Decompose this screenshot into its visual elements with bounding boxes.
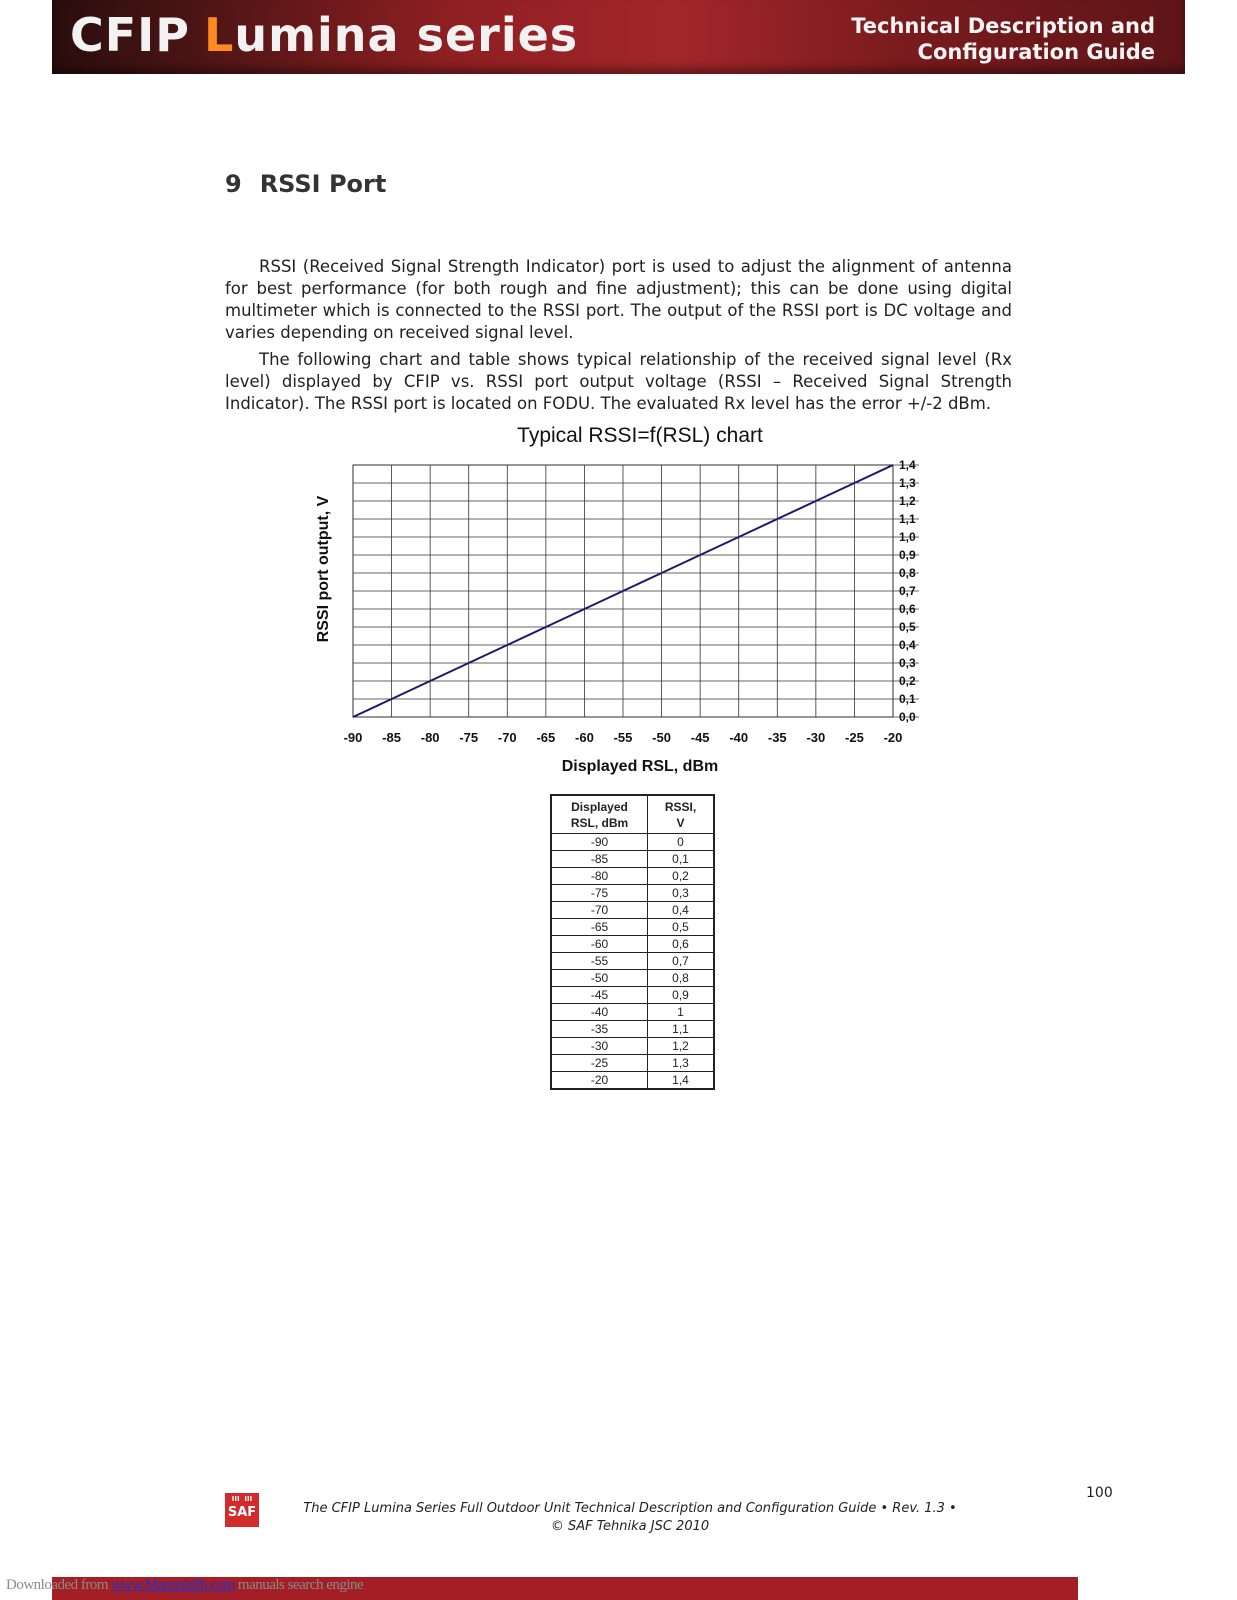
cell-rsl: -75 bbox=[551, 885, 648, 902]
cell-rsl: -60 bbox=[551, 936, 648, 953]
x-tick-label: -85 bbox=[382, 730, 401, 745]
table-row bbox=[551, 868, 714, 885]
paragraph: RSSI (Received Signal Strength Indicator) port is used to adjust the alignment of antenna for best performance (for both rough and fine adjustment); this can be done using digital multimeter which is connected to the RSSI port. The output of the RSSI port is DC voltage and varies depending on received signal level. bbox=[225, 257, 1012, 342]
section-number: 9 bbox=[225, 170, 242, 198]
table-row bbox=[551, 834, 714, 851]
page-number: 100 bbox=[1086, 1485, 1113, 1501]
cell-rsl: -65 bbox=[551, 919, 648, 936]
saf-logo: III III SAF bbox=[225, 1493, 259, 1527]
y-tick-label: 1,2 bbox=[899, 494, 916, 508]
cell-rsl: -30 bbox=[551, 1038, 648, 1055]
series-name: Lumina series bbox=[204, 8, 579, 62]
cell-rssi: 0,7 bbox=[648, 953, 715, 970]
x-tick-label: -75 bbox=[459, 730, 479, 745]
y-tick-label: 1,4 bbox=[899, 458, 916, 472]
y-tick-label: 0,4 bbox=[899, 638, 916, 652]
table-row bbox=[551, 885, 714, 902]
y-tick-label: 0,6 bbox=[899, 602, 916, 616]
table-row bbox=[551, 1038, 714, 1055]
x-tick-label: -40 bbox=[729, 730, 749, 745]
cell-rssi: 0,8 bbox=[648, 970, 715, 987]
cell-rsl: -85 bbox=[551, 851, 648, 868]
y-tick-label: 0,5 bbox=[899, 620, 916, 634]
x-tick-label: -55 bbox=[613, 730, 633, 745]
cell-rsl: -25 bbox=[551, 1055, 648, 1072]
table-header-row bbox=[551, 795, 714, 834]
cell-rssi: 1,3 bbox=[648, 1055, 715, 1072]
x-tick-label: -60 bbox=[575, 730, 594, 745]
cell-rsl: -40 bbox=[551, 1004, 648, 1021]
chart-x-axis-label: Displayed RSL, dBm bbox=[561, 758, 719, 775]
table-row bbox=[551, 936, 714, 953]
cell-rssi: 0,5 bbox=[648, 919, 715, 936]
cell-rsl: -80 bbox=[551, 868, 648, 885]
table-row bbox=[551, 970, 714, 987]
section-title: RSSI Port bbox=[259, 170, 387, 198]
table-row bbox=[551, 902, 714, 919]
cell-rssi: 0,3 bbox=[648, 885, 715, 902]
table-header-rssi: RSSI, V bbox=[648, 795, 715, 834]
y-tick-label: 0,3 bbox=[899, 656, 916, 670]
table-header-rsl: Displayed RSL, dBm bbox=[551, 795, 648, 834]
cell-rssi: 0 bbox=[648, 834, 715, 851]
y-tick-label: 0,2 bbox=[899, 674, 916, 688]
table-row bbox=[551, 1004, 714, 1021]
cell-rssi: 1,2 bbox=[648, 1038, 715, 1055]
cell-rsl: -55 bbox=[551, 953, 648, 970]
x-tick-label: -30 bbox=[806, 730, 826, 745]
y-tick-label: 0,9 bbox=[899, 548, 916, 562]
table-row bbox=[551, 1055, 714, 1072]
rssi-table bbox=[550, 794, 715, 1090]
table-row bbox=[551, 1072, 714, 1090]
x-tick-label: -35 bbox=[767, 730, 787, 745]
chart-y-axis-label: RSSI port output, V bbox=[315, 495, 332, 643]
y-tick-label: 0,1 bbox=[899, 692, 916, 706]
x-tick-label: -90 bbox=[343, 730, 363, 745]
cell-rssi: 1,1 bbox=[648, 1021, 715, 1038]
manualslib-link[interactable]: www.Manualslib.com bbox=[111, 1577, 235, 1593]
table-row bbox=[551, 919, 714, 936]
x-tick-label: -70 bbox=[497, 730, 517, 745]
cell-rsl: -35 bbox=[551, 1021, 648, 1038]
document-title: Technical Description and Configuration Guide bbox=[851, 14, 1155, 64]
cell-rssi: 0,6 bbox=[648, 936, 715, 953]
cell-rssi: 0,4 bbox=[648, 902, 715, 919]
cell-rsl: -70 bbox=[551, 902, 648, 919]
x-tick-label: -45 bbox=[690, 730, 710, 745]
cell-rsl: -50 bbox=[551, 970, 648, 987]
x-tick-label: -80 bbox=[420, 730, 440, 745]
table-row bbox=[551, 1021, 714, 1038]
brand-name: CFIP bbox=[70, 8, 191, 62]
table-row bbox=[551, 987, 714, 1004]
y-tick-label: 0,7 bbox=[899, 584, 916, 598]
cell-rssi: 0,2 bbox=[648, 868, 715, 885]
cell-rssi: 0,9 bbox=[648, 987, 715, 1004]
cell-rsl: -90 bbox=[551, 834, 648, 851]
x-tick-label: -25 bbox=[845, 730, 864, 745]
cell-rsl: -20 bbox=[551, 1072, 648, 1090]
y-tick-label: 1,3 bbox=[899, 476, 916, 490]
y-tick-label: 0,0 bbox=[899, 710, 916, 724]
y-tick-label: 0,8 bbox=[899, 566, 916, 580]
download-note: Downloaded from www.Manualslib.com manuals search engine bbox=[6, 1577, 364, 1593]
footer-text: The CFIP Lumina Series Full Outdoor Unit Technical Description and Configuration Guide • Rev. 1.3 • © SAF Tehnika JSC 2010 bbox=[303, 1501, 957, 1534]
table-row bbox=[551, 953, 714, 970]
x-tick-label: -20 bbox=[883, 730, 903, 745]
table-row bbox=[551, 851, 714, 868]
chart-title: Typical RSSI=f(RSL) chart bbox=[517, 424, 763, 447]
x-tick-label: -50 bbox=[652, 730, 671, 745]
cell-rssi: 0,1 bbox=[648, 851, 715, 868]
y-tick-label: 1,1 bbox=[899, 512, 916, 526]
paragraph: The following chart and table shows typical relationship of the received signal level (Rx level) displayed by CFIP vs. RSSI port output voltage (RSSI – Received Signal Strength Indicator). The RSSI port is located on FODU. The evaluated Rx level has the error +/-2 dBm. bbox=[225, 350, 1012, 413]
cell-rssi: 1,4 bbox=[648, 1072, 715, 1090]
y-tick-label: 1,0 bbox=[899, 530, 916, 544]
x-tick-label: -65 bbox=[536, 730, 556, 745]
cell-rssi: 1 bbox=[648, 1004, 715, 1021]
cell-rsl: -45 bbox=[551, 987, 648, 1004]
